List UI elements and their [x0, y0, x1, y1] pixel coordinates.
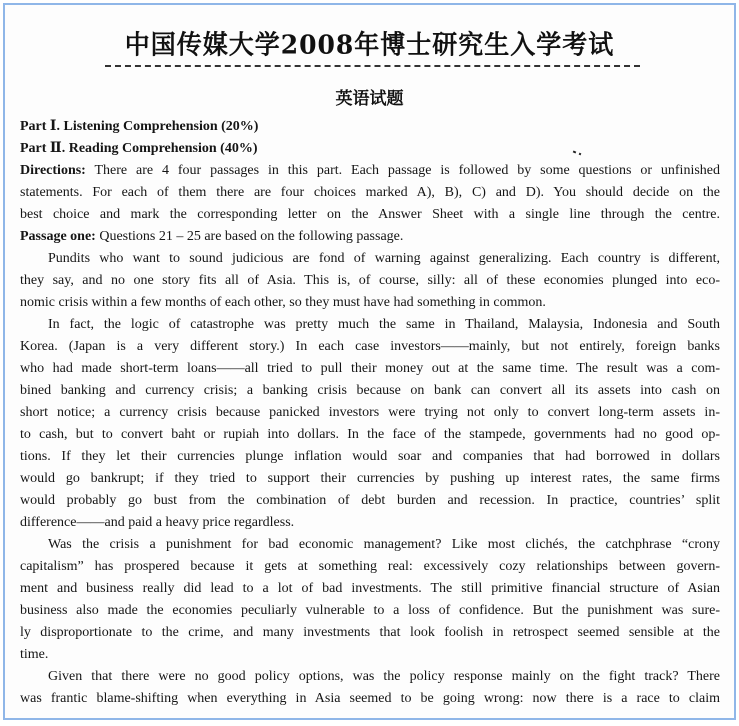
- passage-intro: Questions 21 – 25 are based on the following passage.: [95, 229, 404, 244]
- title-dashed-rule: [105, 65, 640, 67]
- passage-line: In fact, the logic of catastrophe was pretty much the same in Thailand, Malaysia, Indonesia and South: [48, 317, 720, 332]
- passage-line: would go bankrupt; if they tried to support their currencies by pushing up interest rates, the same firms: [20, 471, 720, 486]
- directions-label: Directions:: [20, 163, 86, 178]
- part1-heading: Part Ⅰ. Listening Comprehension (20%): [20, 119, 259, 134]
- passage-line: short notice; a currency crisis because panicked investors were trying not only to convert long-term assets in-: [20, 405, 720, 420]
- passage-line: time.: [20, 647, 49, 662]
- passage-line: to cash, but to convert baht or rupiah into dollars. In the face of the stampede, governments had no good op-: [20, 427, 720, 442]
- passage-line: ly disproportionate to the crime, and many investments that look foolish in retrospect seemed sensible at the: [20, 625, 720, 640]
- directions-line: best choice and mark the corresponding letter on the Answer Sheet with a single line through the centre.: [20, 207, 720, 222]
- passage-line: tions. If they let their currencies plunge inflation would soar and companies that had borrowed in dollars: [20, 449, 720, 464]
- passage-line: who had made short-term loans——all tried to pull their money out at the same time. The result was a com-: [20, 361, 720, 376]
- exam-page: [3, 3, 736, 720]
- passage-line: business also made the economies peculiarly vulnerable to a loss of confidence. But the punishment was sure-: [20, 603, 720, 618]
- passage-intro-line: [20, 226, 720, 248]
- directions-line: [20, 160, 720, 182]
- passage-line: would probably go bust from the combination of debt burden and recession. In practice, countries’ split: [20, 493, 720, 508]
- directions-text: There are 4 four passages in this part. Each passage is followed by some questions or unfinished: [85, 163, 720, 178]
- directions-line: statements. For each of them there are four choices marked A), B), C) and D). You should decide on the: [20, 185, 720, 200]
- passage-line: Given that there were no good policy options, was the policy response mainly on the fight track? There: [48, 669, 720, 684]
- passage-line: difference——and paid a heavy price regardless.: [20, 515, 295, 530]
- passage-label: Passage one:: [20, 229, 96, 244]
- passage-line: capitalism” has prospered because it gets at something real: excessively cozy relationships between govern-: [20, 559, 720, 574]
- passage-line: they say, and no one story fits all of Asia. This is, of course, silly: all of these economies plunged into eco-: [20, 273, 720, 288]
- part2-heading: Part Ⅱ. Reading Comprehension (40%): [20, 141, 258, 156]
- passage-line: ment and business really did lead to a lot of bad investments. The still primitive financial structure of Asian: [20, 581, 720, 596]
- subject-title: 英语试题: [335, 89, 404, 109]
- passage-line: was frantic blame-shifting when everything in Asia seemed to be going wrong: now there is a race to claim: [20, 691, 720, 706]
- exam-body: [20, 116, 720, 710]
- passage-line: Pundits who want to sound judicious are fond of warning against generalizing. Each country is different,: [48, 251, 720, 266]
- passage-line: nomic crisis within a few months of each other, so they must have had something in common.: [20, 295, 546, 310]
- passage-line: Korea. (Japan is a very different story.) In each case investors——mainly, but not entirely, foreign banks: [20, 339, 720, 354]
- passage-line: Was the crisis a punishment for bad economic management? Like most clichés, the catchphrase “crony: [48, 537, 720, 552]
- exam-title: 中国传媒大学2008年博士研究生入学考试: [124, 29, 615, 60]
- passage-line: bined banking and currency crisis; a banking crisis because on bank can convert all its assets into cash on: [20, 383, 720, 398]
